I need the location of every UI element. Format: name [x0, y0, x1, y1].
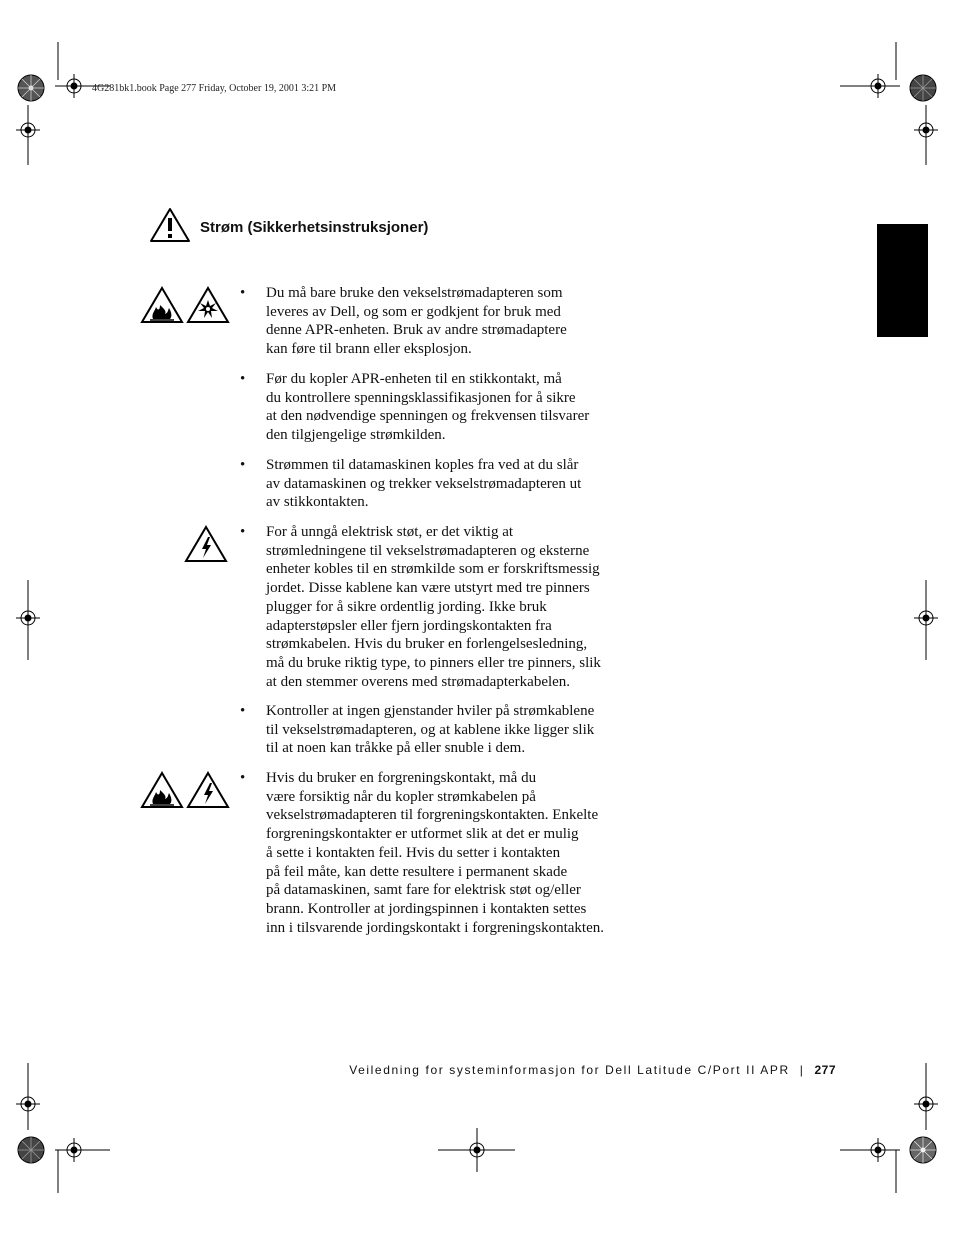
bullet: •: [240, 457, 246, 473]
list-item-text: [266, 523, 601, 691]
chapter-tab: [877, 224, 928, 337]
text-line: må du bruke riktig type, to pinners eller tre pinners, slik: [266, 654, 601, 671]
text-line: på datamaskinen, samt fare for elektrisk støt og/eller: [266, 882, 581, 899]
caution-triangle-icon: [149, 207, 191, 243]
registration-mark-icon: [62, 74, 86, 98]
fire-hazard-icon: [140, 286, 184, 324]
color-target-icon: [909, 1136, 937, 1164]
bullet: •: [240, 524, 246, 540]
registration-mark-icon: [914, 118, 938, 142]
text-line: den tilgjengelige strømkilden.: [266, 427, 446, 444]
text-line: brann. Kontroller at jordingspinnen i kontakten settes: [266, 900, 587, 917]
text-line: å sette i kontakten feil. Hvis du setter i kontakten: [266, 844, 561, 861]
registration-mark-icon: [914, 1092, 938, 1116]
text-line: adapterstøpsler eller fjern jordingskontakten fra: [266, 617, 552, 634]
list-item-text: [266, 456, 581, 512]
bullet: •: [240, 770, 246, 786]
registration-mark-icon: [914, 606, 938, 630]
registration-mark-icon: [16, 1092, 40, 1116]
text-line: Strømmen til datamaskinen koples fra ved at du slår: [266, 457, 579, 473]
bullet: •: [240, 703, 246, 719]
text-line: Hvis du bruker en forgreningskontakt, må du: [266, 770, 537, 786]
fire-hazard-icon: [140, 771, 184, 809]
list-item-text: [266, 769, 604, 937]
text-line: at den stemmer overens med strømadapterkabelen.: [266, 673, 571, 690]
text-line: forgreningskontakter er utformet slik at det er mulig: [266, 826, 579, 843]
registration-mark-icon: [16, 606, 40, 630]
electric-shock-icon: [184, 525, 228, 563]
registration-mark-icon: [866, 1138, 890, 1162]
page-footer: [300, 1063, 836, 1077]
text-line: Før du kopler APR-enheten til en stikkontakt, må: [266, 371, 562, 387]
text-line: inn i tilsvarende jordingskontakt i forgreningskontakten.: [266, 919, 604, 936]
section-heading: Strøm (Sikkerhetsinstruksjoner): [200, 219, 429, 236]
text-line: av datamaskinen og trekker vekselstrømadapteren ut: [266, 475, 582, 492]
text-line: være forsiktig når du kopler strømkabelen på: [266, 788, 536, 805]
list-item-text: [266, 702, 594, 758]
text-line: vekselstrømadapteren til forgreningskontakten. Enkelte: [266, 807, 599, 824]
text-line: at den nødvendige spenningen og frekvensen tilsvarer: [266, 408, 590, 425]
footer-separator: |: [799, 1063, 805, 1077]
text-line: til at noen kan tråkke på eller snuble i dem.: [266, 740, 526, 757]
text-line: enheter kobles til en strømkilde som er forskriftsmessig: [266, 561, 600, 578]
text-line: til vekselstrømadapteren, og at kablene ikke ligger slik: [266, 721, 595, 738]
registration-mark-icon: [866, 74, 890, 98]
text-line: For å unngå elektrisk støt, er det viktig at: [266, 524, 514, 540]
color-target-icon: [17, 74, 45, 102]
bullet: •: [240, 285, 246, 301]
bullet: •: [240, 371, 246, 387]
color-target-icon: [17, 1136, 45, 1164]
footer-title: Veiledning for systeminformasjon for Dell Latitude C/Port II APR: [349, 1063, 790, 1077]
text-line: Kontroller at ingen gjenstander hviler på strømkablene: [266, 703, 595, 719]
text-line: jordet. Disse kablene kan være utstyrt med tre pinners: [266, 580, 590, 597]
electric-shock-icon: [186, 771, 230, 809]
explosion-hazard-icon: [186, 286, 230, 324]
registration-mark-icon: [465, 1138, 489, 1162]
text-line: kan føre til brann eller eksplosjon.: [266, 341, 472, 358]
text-line: du kontrollere spenningsklassifikasjonen for å sikre: [266, 389, 576, 406]
page-number: 277: [814, 1063, 836, 1077]
text-line: av stikkontakten.: [266, 494, 369, 511]
text-line: på feil måte, kan dette resultere i permanent skade: [266, 863, 568, 880]
print-slug: 4G281bk1.book Page 277 Friday, October 19, 2001 3:21 PM: [92, 83, 337, 94]
text-line: strømkabelen. Hvis du bruker en forlengelsesledning,: [266, 636, 588, 653]
text-line: strømledningene til vekselstrømadapteren og eksterne: [266, 542, 590, 559]
text-line: plugger for å sikre ordentlig jording. Ikke bruk: [266, 598, 547, 615]
text-line: leveres av Dell, og som er godkjent for bruk med: [266, 303, 561, 320]
color-target-icon: [909, 74, 937, 102]
list-item-text: [266, 284, 567, 359]
registration-mark-icon: [16, 118, 40, 142]
list-item-text: [266, 370, 589, 445]
registration-mark-icon: [62, 1138, 86, 1162]
text-line: Du må bare bruke den vekselstrømadapteren som: [266, 285, 563, 301]
text-line: denne APR-enheten. Bruk av andre strømadaptere: [266, 322, 567, 339]
